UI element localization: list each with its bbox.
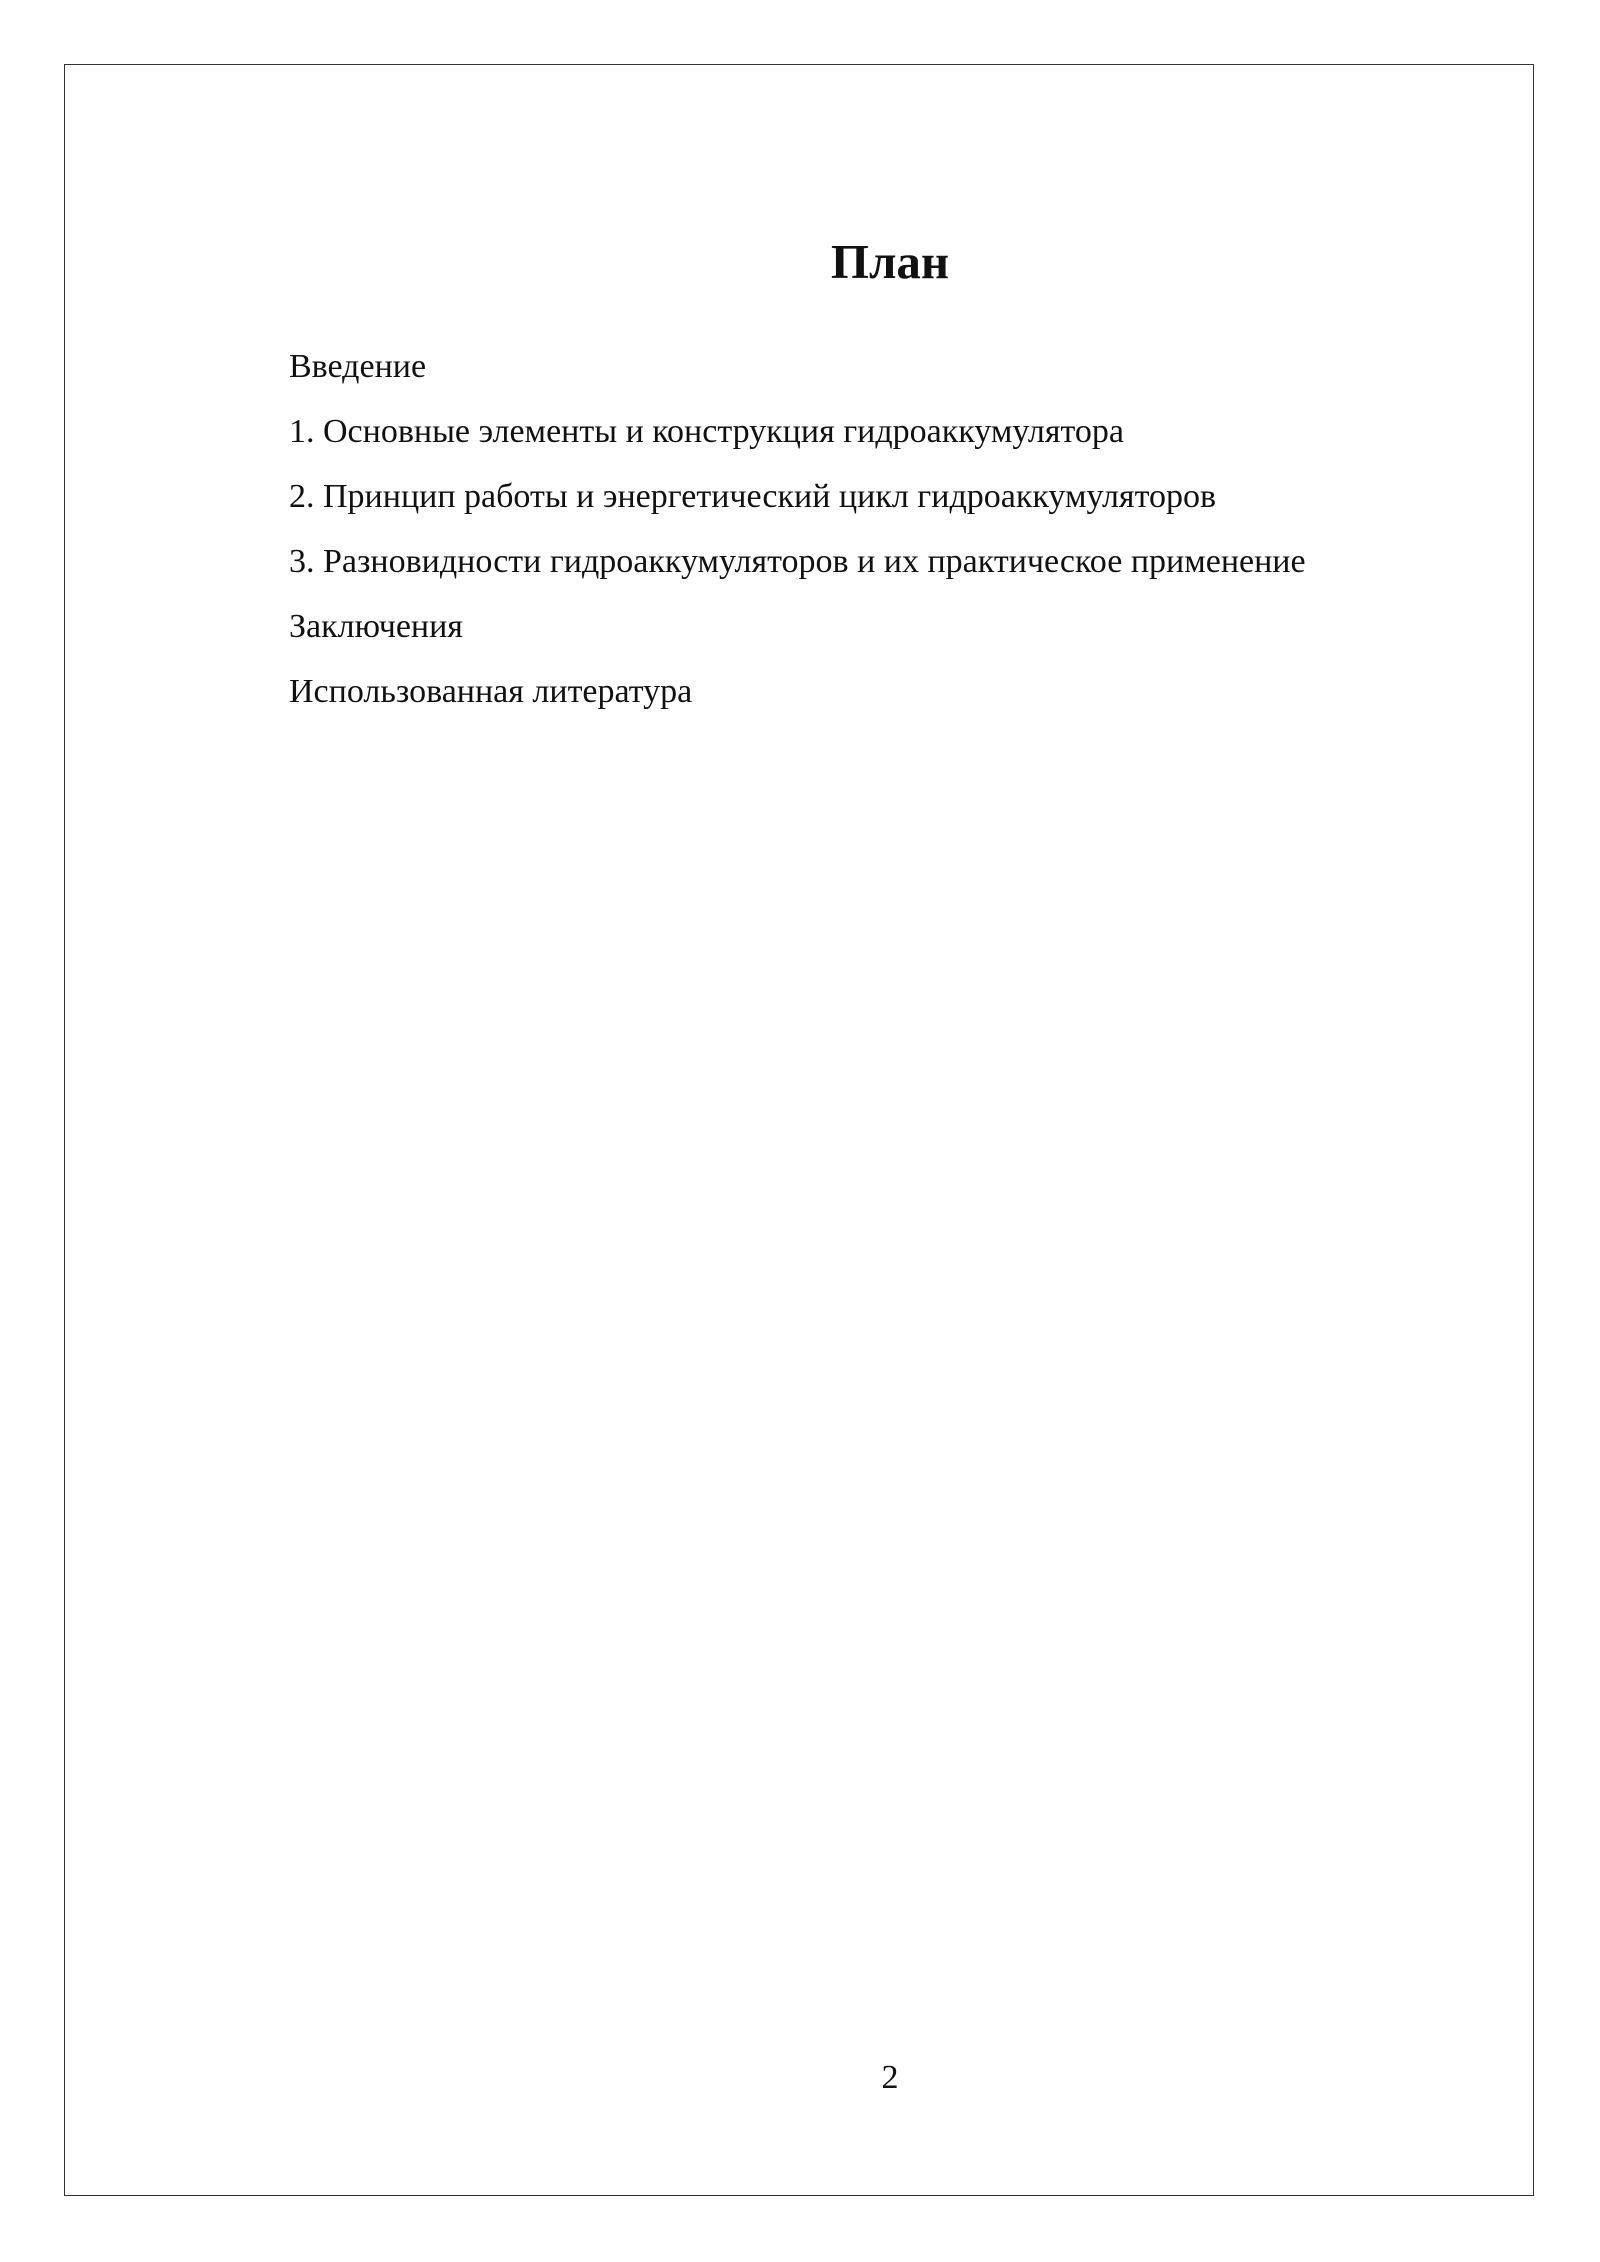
page-number: 2 xyxy=(881,2059,899,2096)
toc-item-section-1: 1. Основные элементы и конструкция гидроаккумулятора xyxy=(289,413,1124,450)
toc-item-references: Использованная литература xyxy=(289,673,693,710)
toc-item-introduction: Введение xyxy=(289,348,427,385)
toc-item-conclusion: Заключения xyxy=(289,608,463,645)
toc-item-section-2: 2. Принцип работы и энергетический цикл гидроаккумуляторов xyxy=(289,478,1217,515)
table-of-contents xyxy=(289,334,1306,724)
page-title: План xyxy=(830,233,950,289)
toc-item-section-3: 3. Разновидности гидроаккумуляторов и их практическое применение xyxy=(289,543,1306,580)
